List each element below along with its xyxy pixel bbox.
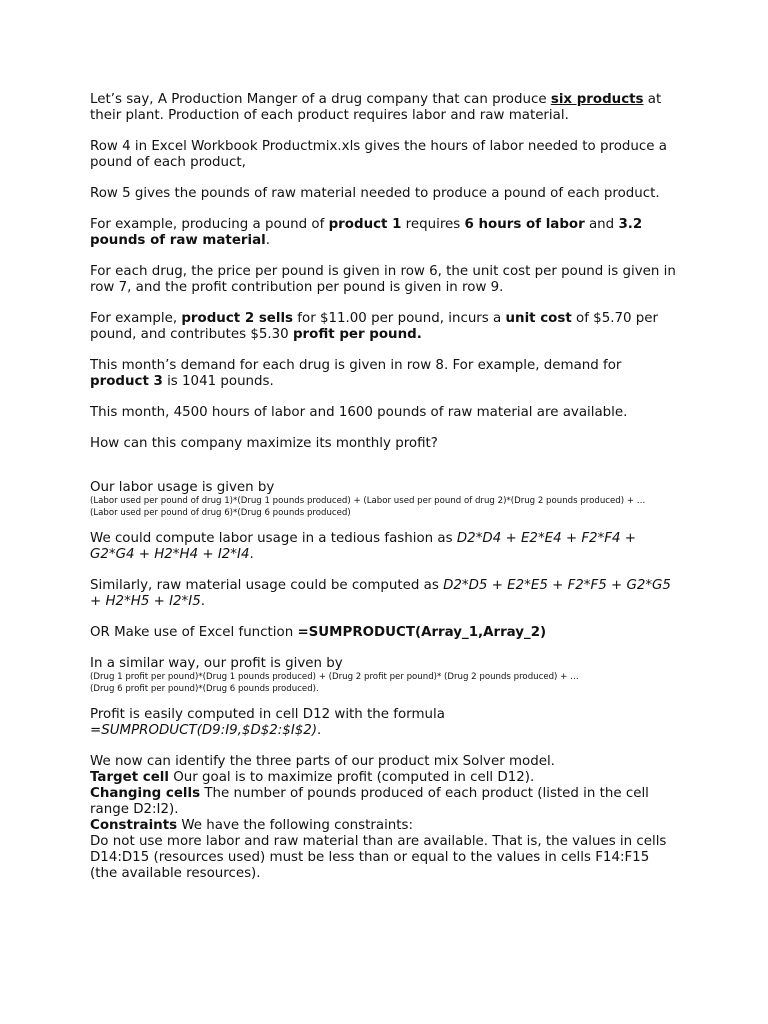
text-run: requires — [401, 217, 465, 232]
text-run: Do not use more labor and raw material than are available. That is, the values in cells D14:D15 (resources used) must be less than or equal to the values in cells F14:F15 (the available resources). — [90, 834, 667, 881]
labor-formula-line-2: (Labor used per pound of drug 6)*(Drug 6 pounds produced) — [90, 507, 351, 518]
text-run: . — [317, 723, 322, 738]
demand-paragraph — [90, 358, 680, 390]
bold-text: unit cost — [505, 311, 572, 326]
solver-model-paragraph — [90, 754, 680, 882]
text-run: of $5.70 per pound, and contributes $5.30 — [90, 311, 659, 342]
changing-cells-label: Changing cells — [90, 786, 201, 801]
text-run: Similarly, raw material usage could be computed as — [90, 578, 444, 593]
text-run: at their plant. Production of each product requires labor and raw material. — [90, 92, 662, 123]
labor-formula-line-1: (Labor used per pound of drug 1)*(Drug 1 pounds produced) + (Labor used per pound of drug 2)*(Drug 2 pounds produced) + … — [90, 496, 646, 506]
raw-material-paragraph — [90, 578, 680, 610]
product1-example-paragraph — [90, 217, 680, 249]
text-run: The number of pounds produced of each product (listed in the cell range D2:I2). — [90, 786, 649, 817]
text-run: We could compute labor usage in a tedious fashion as — [90, 531, 457, 546]
text-run: for $11.00 per pound, incurs a — [293, 311, 506, 326]
intro-paragraph — [90, 92, 680, 124]
text-run: We now can identify the three parts of our product mix Solver model. — [90, 754, 555, 769]
text-run: This month’s demand for each drug is given in row 8. For example, demand for — [90, 358, 622, 373]
sumproduct-paragraph — [90, 625, 680, 641]
text-run: For example, — [90, 311, 182, 326]
text-run: . — [200, 594, 205, 609]
text-run: . — [265, 233, 270, 248]
profit-formula-line-1: (Drug 1 profit per pound)*(Drug 1 pounds produced) + (Drug 2 profit per pound)* (Drug 2 pounds produced) + … — [90, 672, 579, 682]
availability-paragraph: This month, 4500 hours of labor and 1600 pounds of raw material are available. — [90, 405, 628, 420]
text-run: OR Make use of Excel function — [90, 625, 298, 640]
text-run: For example, producing a pound of — [90, 217, 329, 232]
product2-example-paragraph — [90, 311, 680, 343]
text-run: is 1041 pounds. — [162, 374, 274, 389]
formula-text: =SUMPRODUCT(D9:I9,$D$2:$I$2) — [90, 723, 318, 738]
six-products-emphasis: six products — [550, 92, 644, 107]
function-name: =SUMPRODUCT(Array_1,Array_2) — [297, 625, 547, 640]
bold-text: profit per pound. — [292, 327, 422, 342]
bold-text: product 2 sells — [181, 311, 294, 326]
text-run: We have the following constraints: — [177, 818, 414, 833]
bold-text: product 1 — [328, 217, 402, 232]
row4-paragraph: Row 4 in Excel Workbook Productmix.xls gives the hours of labor needed to produce a pound of each product, — [90, 139, 667, 170]
row5-paragraph: Row 5 gives the pounds of raw material needed to produce a pound of each product. — [90, 186, 660, 201]
labor-tedious-paragraph — [90, 531, 680, 563]
text-run: Profit is easily computed in cell D12 with the formula — [90, 707, 445, 722]
target-cell-label: Target cell — [90, 770, 169, 785]
formula-text: D2*D4 + E2*E4 + F2*F4 + G2*G4 + H2*H4 + I2*I4 — [90, 531, 636, 562]
text-run: . — [249, 547, 254, 562]
labor-usage-intro: Our labor usage is given by — [90, 480, 275, 495]
bold-text: product 3 — [90, 374, 163, 389]
question-paragraph: How can this company maximize its monthly profit? — [90, 436, 438, 451]
text-run: Let’s say, A Production Manger of a drug company that can produce — [90, 92, 551, 107]
formula-text: D2*D5 + E2*E5 + F2*F5 + G2*G5 + H2*H5 + I2*I5 — [90, 578, 671, 609]
text-run: Our goal is to maximize profit (computed in cell D12). — [168, 770, 535, 785]
profit-intro: In a similar way, our profit is given by — [90, 656, 343, 671]
price-cost-paragraph: For each drug, the price per pound is given in row 6, the unit cost per pound is given in row 7, and the profit contribution per pound is given in row 9. — [90, 264, 676, 295]
document-body — [90, 92, 680, 882]
profit-formula-line-2: (Drug 6 profit per pound)*(Drug 6 pounds produced). — [90, 683, 319, 694]
bold-text: 3.2 pounds of raw material — [90, 217, 643, 248]
profit-formula-paragraph — [90, 707, 680, 739]
constraints-label: Constraints — [90, 818, 178, 833]
bold-text: 6 hours of labor — [464, 217, 585, 232]
text-run: and — [584, 217, 619, 232]
